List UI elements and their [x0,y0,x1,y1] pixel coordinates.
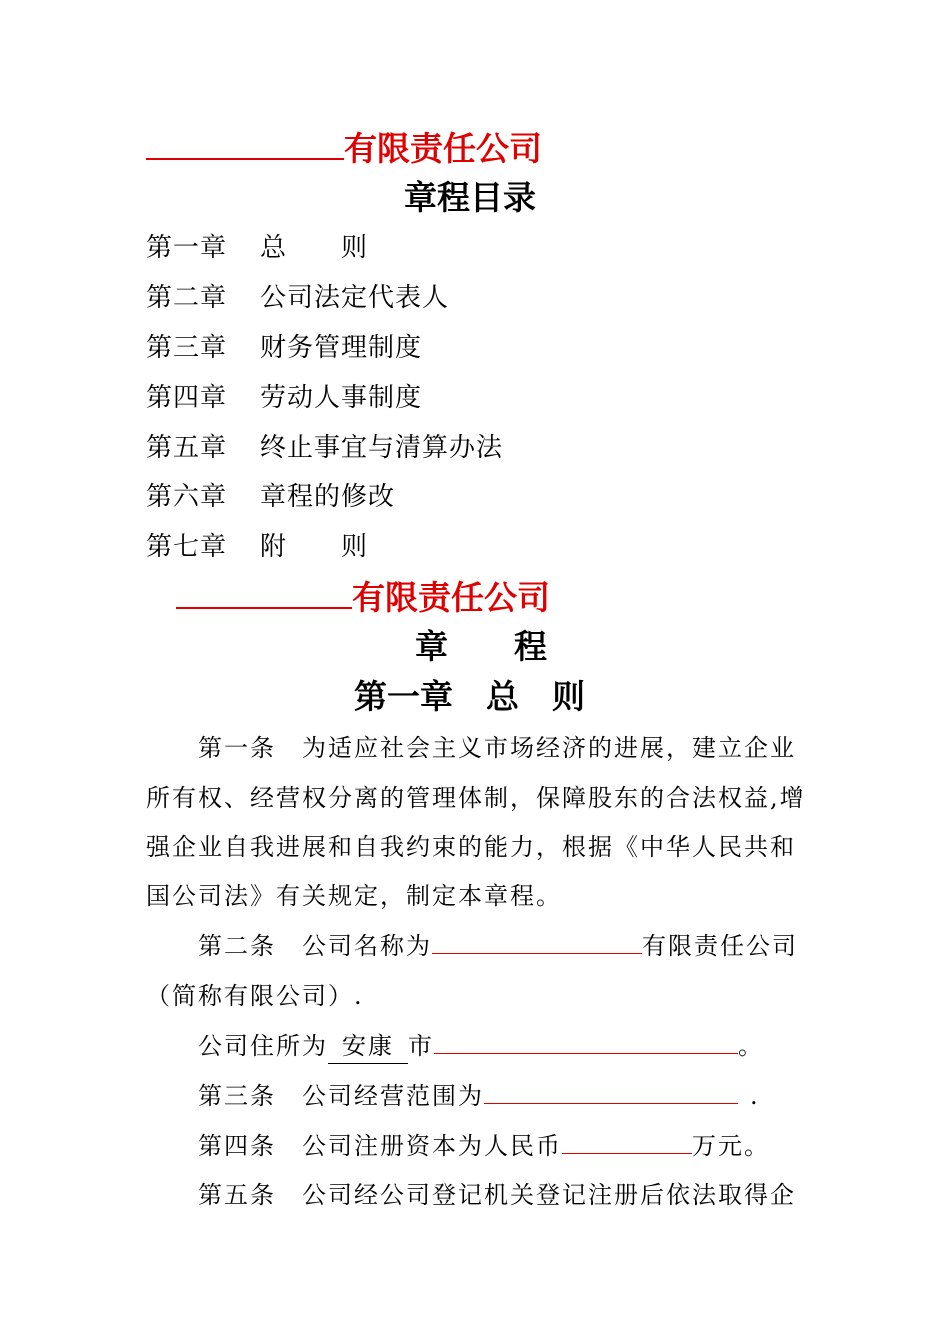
toc-item-title: 劳动人事制度 [260,383,423,413]
article-2-prefix: 第二条 公司名称为 [198,932,432,960]
company-suffix: 有限责任公司 [352,578,550,617]
address-end: 。 [738,1032,764,1060]
article-5-line: 第五条 公司经公司登记机关登记注册后依法取得企 [198,1181,796,1209]
toc-item-number: 第四章 [146,383,228,413]
article-1-line: 国公司法》有关规定，制定本章程。 [146,882,562,910]
article-1-line: 强企业自我进展和自我约束的能力，根据《中华人民共和 [146,833,796,861]
article-2-line [198,929,798,963]
toc-item-number: 第二章 [146,283,228,313]
toc-item-title: 财务管理制度 [260,333,423,363]
article-3-line [198,1079,760,1113]
toc-item-number: 第六章 [146,482,228,512]
address-fill-blank [434,1029,738,1054]
article-1-line: 所有权、经营权分离的管理体制，保障股东的合法权益,增 [146,784,806,812]
toc-item [146,281,449,315]
company-name-fill-blank [432,929,642,954]
article-3-end: . [750,1082,760,1110]
toc-item [146,431,503,465]
toc-item-title: 终止事宜与清算办法 [260,433,504,463]
article-4-suffix: 万元。 [692,1132,770,1160]
toc-item-title: 总 则 [260,233,369,263]
address-prefix: 公司住所为 [198,1032,328,1060]
article-3-prefix: 第三条 公司经营范围为 [198,1082,484,1110]
charter-title: 章 程 [415,627,547,666]
toc-item-number: 第七章 [146,532,228,562]
toc-item [146,480,395,514]
toc-title: 章程目录 [404,178,536,217]
company-name-blank [176,577,352,609]
article-1-line: 第一条 为适应社会主义市场经济的进展，建立企业 [198,734,796,762]
toc-item-number: 第三章 [146,333,228,363]
toc-item [146,231,368,265]
article-4-line [198,1129,770,1163]
article-2-line: （简称有限公司）. [146,982,364,1010]
toc-item-number: 第五章 [146,433,228,463]
toc-item [146,530,368,564]
address-city: 安康 [328,1029,408,1064]
article-2-suffix: 有限责任公司 [642,932,798,960]
toc-item-number: 第一章 [146,233,228,263]
charter-company-heading [176,577,550,618]
toc-item-title: 附 则 [260,532,369,562]
toc-item [146,381,422,415]
chapter-title: 第一章 总 则 [354,677,585,716]
business-scope-fill-blank [484,1079,738,1104]
capital-fill-blank [562,1129,692,1154]
company-name-heading [146,128,542,169]
toc-item-title: 公司法定代表人 [260,283,450,313]
company-suffix: 有限责任公司 [344,129,542,168]
address-line [198,1029,764,1064]
address-city-suffix: 市 [408,1032,434,1060]
article-4-prefix: 第四条 公司注册资本为人民币 [198,1132,562,1160]
toc-item-title: 章程的修改 [260,482,396,512]
toc-item [146,331,422,365]
company-name-blank [146,128,344,160]
